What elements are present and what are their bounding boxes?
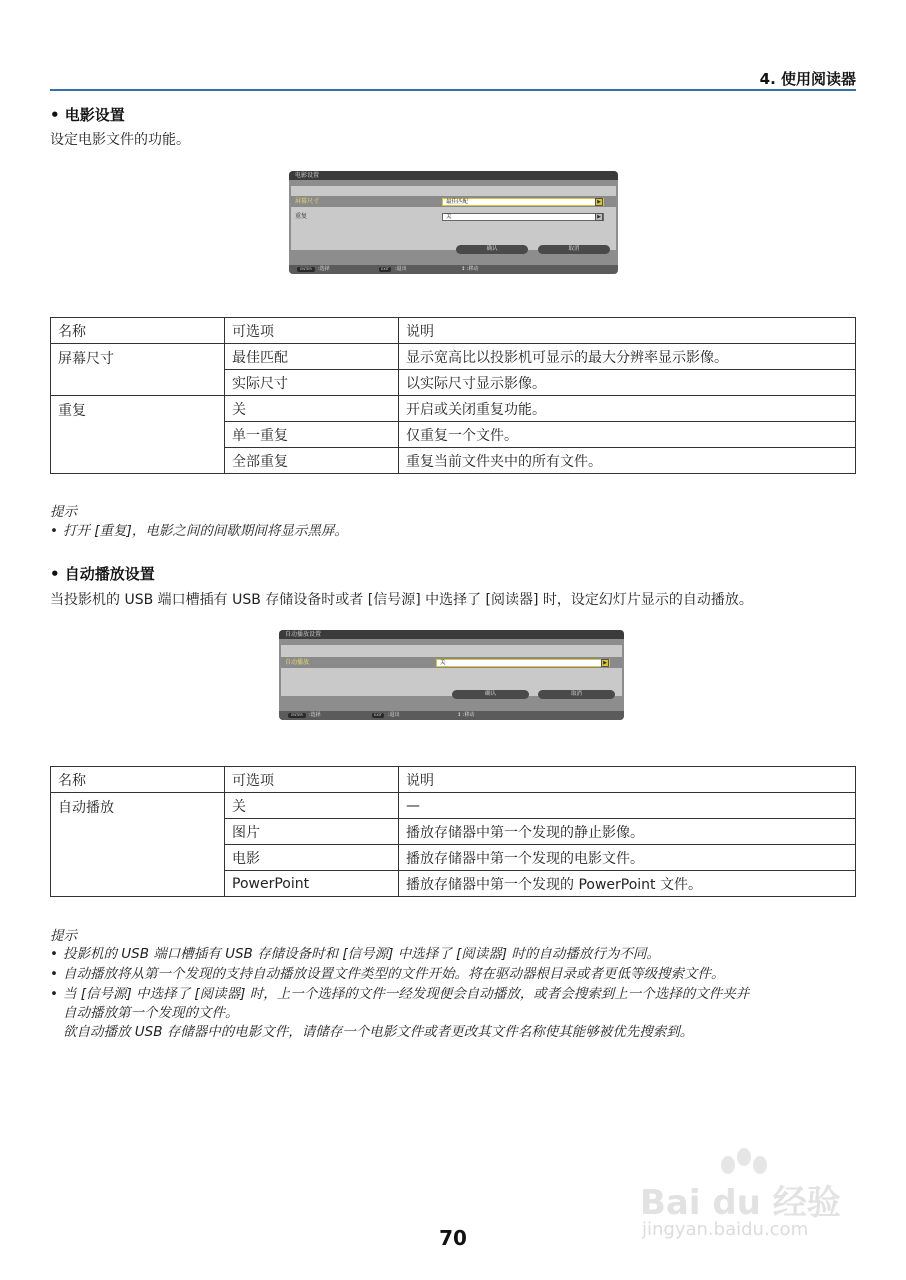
table-header-row xyxy=(51,767,856,793)
table-row xyxy=(51,793,856,819)
enter-key-icon: ENTER xyxy=(297,267,315,272)
option-cell: 关 xyxy=(225,793,399,819)
table-header-row xyxy=(51,318,856,344)
movie-settings-intro: 设定电影文件的功能。 xyxy=(50,132,190,148)
item-name: 屏幕尺寸 xyxy=(51,344,225,396)
tip-text: 自动播放将从第一个发现的支持自动播放设置文件类型的文件开始。将在驱动器根目录或者更低等级搜索文件。 xyxy=(63,966,725,982)
movie-settings-table xyxy=(50,317,856,474)
tip-text: 打开 [重复]，电影之间的间歇期间将显示黑屏。 xyxy=(63,523,348,539)
description-cell: 播放存储器中第一个发现的静止影像。 xyxy=(399,819,856,845)
watermark-url: jingyan.baidu.com xyxy=(642,1219,809,1240)
autoplay-settings-heading: • 自动播放设置 xyxy=(50,565,155,583)
exit-key-icon: EXIT xyxy=(372,713,384,718)
option-cell: 最佳匹配 xyxy=(225,344,399,370)
option-cell: 全部重复 xyxy=(225,448,399,474)
enter-hint: :选择 xyxy=(309,712,321,718)
autoplay-tip: • 投影机的 USB 端口槽插有 USB 存储设备时和 [信号源] 中选择了 [阅读器] 时的自动播放行为不同。 xyxy=(50,946,660,962)
ok-button[interactable]: 确认 xyxy=(452,690,529,699)
autoplay-settings-intro: 当投影机的 USB 端口槽插有 USB 存储设备时或者 [信号源] 中选择了 [阅读器] 时，设定幻灯片显示的自动播放。 xyxy=(50,592,753,608)
tip-text: 自动播放第一个发现的文件。 xyxy=(63,1005,239,1021)
cancel-button[interactable]: 取消 xyxy=(538,690,615,699)
description-cell: 以实际尺寸显示影像。 xyxy=(399,370,856,396)
movie-settings-heading: • 电影设置 xyxy=(50,106,125,124)
option-cell: PowerPoint xyxy=(225,871,399,897)
autoplay-tip-continuation xyxy=(50,1005,239,1022)
chapter-title: 4. 使用阅读器 xyxy=(759,70,856,88)
table-row xyxy=(51,344,856,370)
screen-size-select[interactable]: 最佳匹配 xyxy=(442,198,604,206)
description-cell: — xyxy=(399,793,856,819)
header-description: 说明 xyxy=(399,318,856,344)
header-rule xyxy=(50,89,856,91)
repeat-select[interactable]: 关 xyxy=(442,213,604,221)
screen-size-row[interactable] xyxy=(291,196,616,207)
dialog-footer xyxy=(289,265,618,274)
autoplay-settings-table xyxy=(50,766,856,897)
description-cell: 显示宽高比以投影机可显示的最大分辨率显示影像。 xyxy=(399,344,856,370)
movie-settings-dialog xyxy=(289,171,618,274)
movie-tip-title: 提示 xyxy=(50,504,77,520)
movie-tip: • 打开 [重复]，电影之间的间歇期间将显示黑屏。 xyxy=(50,523,348,539)
autoplay-tip-continuation xyxy=(50,1024,693,1041)
description-cell: 播放存储器中第一个发现的 PowerPoint 文件。 xyxy=(399,871,856,897)
dialog-footer xyxy=(279,711,624,720)
option-cell: 实际尺寸 xyxy=(225,370,399,396)
repeat-row[interactable] xyxy=(291,211,616,222)
autoplay-settings-dialog xyxy=(279,630,624,720)
play-arrow-icon[interactable]: ▶ xyxy=(595,198,603,206)
header-description: 说明 xyxy=(399,767,856,793)
autoplay-tip: • 自动播放将从第一个发现的支持自动播放设置文件类型的文件开始。将在驱动器根目录或者更低等级搜索文件。 xyxy=(50,966,725,982)
tip-text: 欲自动播放 USB 存储器中的电影文件，请储存一个电影文件或者更改其文件名称使其能够被优先搜索到。 xyxy=(63,1024,694,1040)
header-name: 名称 xyxy=(51,767,225,793)
ok-button[interactable]: 确认 xyxy=(456,245,528,254)
move-hint: ↕ :移动 xyxy=(461,266,479,272)
description-cell: 播放存储器中第一个发现的电影文件。 xyxy=(399,845,856,871)
repeat-label: 重复 xyxy=(295,213,308,220)
autoplay-select[interactable]: 关 xyxy=(436,659,610,667)
autoplay-row[interactable] xyxy=(281,657,622,668)
table-row xyxy=(51,396,856,422)
exit-hint: :退出 xyxy=(395,266,407,272)
play-arrow-icon[interactable]: ▶ xyxy=(595,213,603,221)
dialog-title: 电影设置 xyxy=(289,171,618,180)
exit-hint: :退出 xyxy=(388,712,400,718)
header-option: 可选项 xyxy=(225,767,399,793)
tip-text: 当 [信号源] 中选择了 [阅读器] 时，上一个选择的文件一经发现便会自动播放，或者会搜索到上一个选择的文件夹并 xyxy=(63,986,750,1002)
option-cell: 单一重复 xyxy=(225,422,399,448)
enter-key-icon: ENTER xyxy=(288,713,306,718)
description-cell: 开启或关闭重复功能。 xyxy=(399,396,856,422)
description-cell: 重复当前文件夹中的所有文件。 xyxy=(399,448,856,474)
page-number: 70 xyxy=(439,1226,467,1250)
header-name: 名称 xyxy=(51,318,225,344)
tip-text: 投影机的 USB 端口槽插有 USB 存储设备时和 [信号源] 中选择了 [阅读器] 时的自动播放行为不同。 xyxy=(63,946,660,962)
screen-size-label: 屏幕尺寸 xyxy=(295,198,320,205)
play-arrow-icon[interactable]: ▶ xyxy=(601,659,609,667)
move-hint: ↕ :移动 xyxy=(457,712,475,718)
option-cell: 电影 xyxy=(225,845,399,871)
autoplay-tip-title: 提示 xyxy=(50,928,77,944)
exit-key-icon: EXIT xyxy=(379,267,391,272)
item-name: 自动播放 xyxy=(51,793,225,897)
header-option: 可选项 xyxy=(225,318,399,344)
watermark-brand: Bai du 经验 xyxy=(640,1183,841,1223)
dialog-panel xyxy=(281,645,622,696)
option-cell: 图片 xyxy=(225,819,399,845)
cancel-button[interactable]: 取消 xyxy=(538,245,610,254)
item-name: 重复 xyxy=(51,396,225,474)
enter-hint: :选择 xyxy=(318,266,330,272)
option-cell: 关 xyxy=(225,396,399,422)
dialog-title: 自动播放设置 xyxy=(279,630,624,639)
autoplay-tip: • 当 [信号源] 中选择了 [阅读器] 时，上一个选择的文件一经发现便会自动播放，或者会搜索到上一个选择的文件夹并 xyxy=(50,986,750,1002)
description-cell: 仅重复一个文件。 xyxy=(399,422,856,448)
autoplay-label: 自动播放 xyxy=(285,659,310,666)
